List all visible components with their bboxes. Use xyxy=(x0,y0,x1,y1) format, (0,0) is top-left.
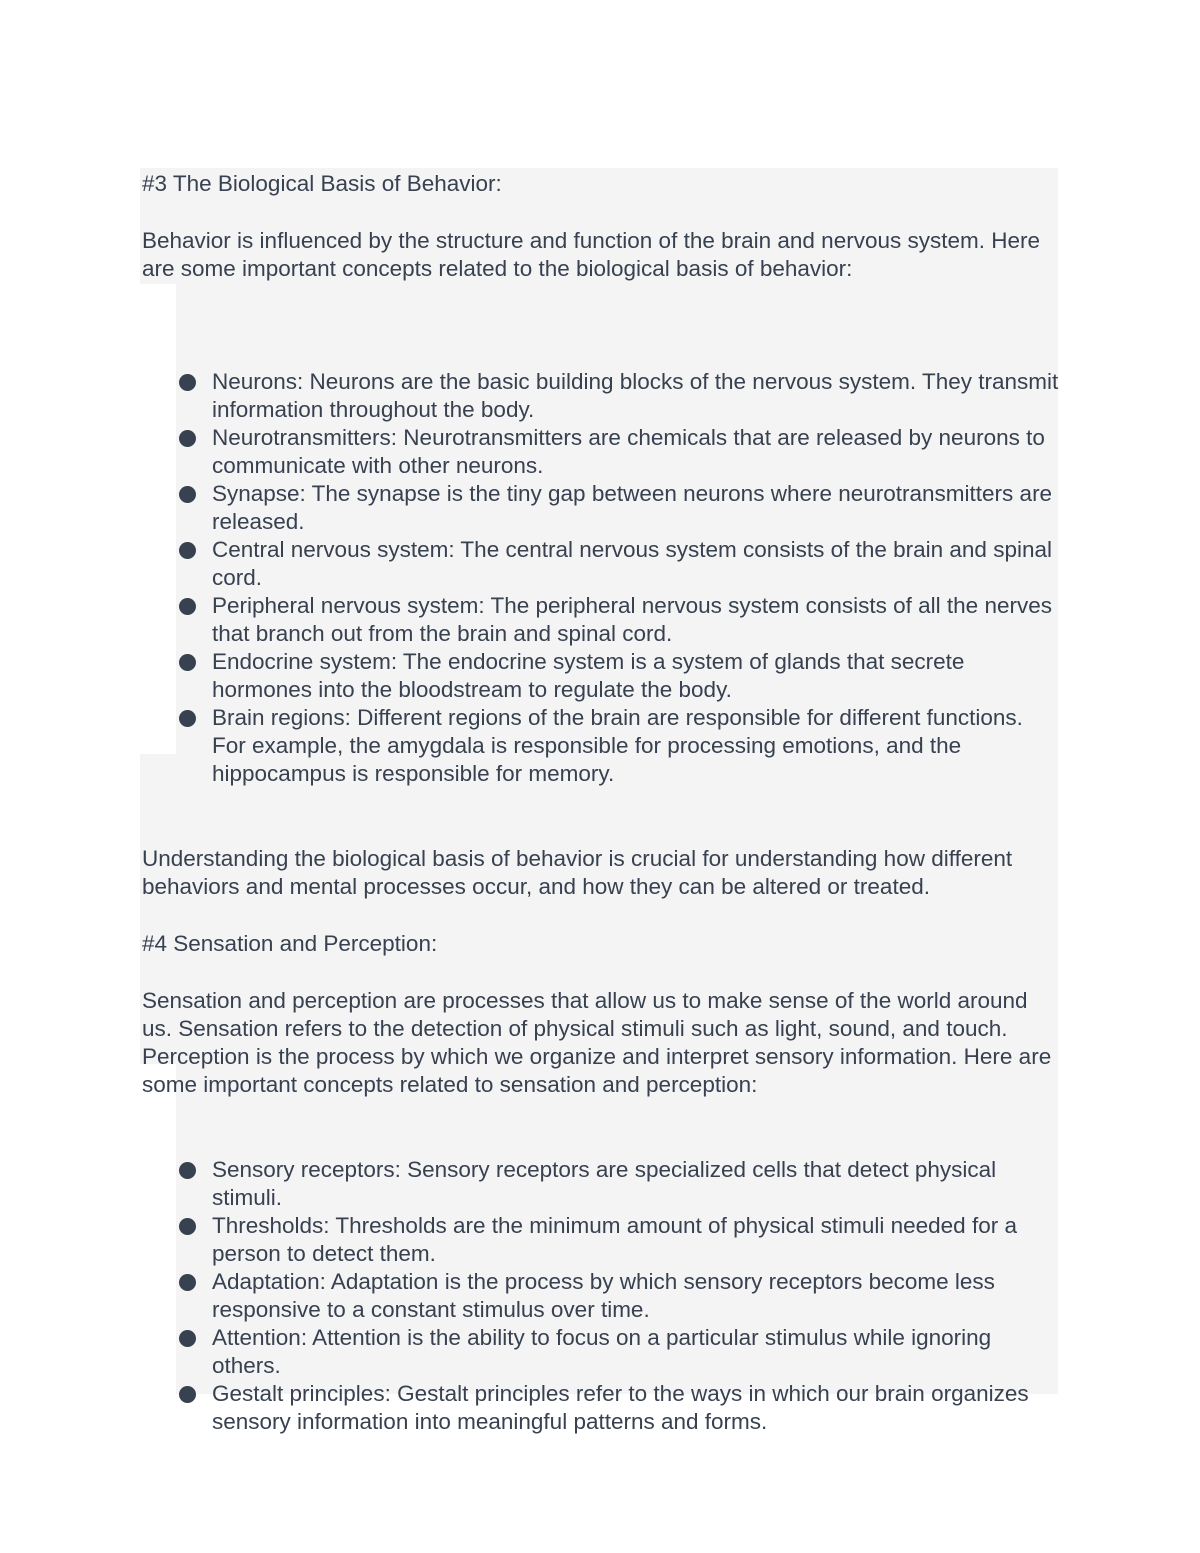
list-item xyxy=(142,536,1062,592)
bullet-icon xyxy=(179,1386,196,1403)
list-item-text: Gestalt principles: Gestalt principles refer to the ways in which our brain organizes sensory information into meaningful patterns and forms. xyxy=(212,1381,1029,1434)
bullet-icon xyxy=(179,1274,196,1291)
list-item-text: Neurotransmitters: Neurotransmitters are chemicals that are released by neurons to communicate with other neurons. xyxy=(212,425,1045,478)
list-item-text: Adaptation: Adaptation is the process by which sensory receptors become less responsive to a constant stimulus over time. xyxy=(212,1269,995,1322)
bullet-icon xyxy=(179,654,196,671)
list-item-text: Central nervous system: The central nervous system consists of the brain and spinal cord. xyxy=(212,537,1052,590)
bullet-icon xyxy=(179,1162,196,1179)
list-item-text: Neurons: Neurons are the basic building blocks of the nervous system. They transmit information throughout the body. xyxy=(212,369,1059,422)
list-item xyxy=(142,648,1062,704)
list-item xyxy=(142,368,1062,424)
section-conclusion: Understanding the biological basis of behavior is crucial for understanding how different behaviors and mental processes occur, and how they can be altered or treated. xyxy=(142,846,1013,899)
list-item xyxy=(142,480,1062,536)
list-item-text: Sensory receptors: Sensory receptors are specialized cells that detect physical stimuli. xyxy=(212,1157,997,1210)
list-item xyxy=(142,1268,1062,1324)
bullet-icon xyxy=(179,598,196,615)
list-item xyxy=(142,592,1062,648)
list-item xyxy=(142,1212,1062,1268)
list-item-text: Brain regions: Different regions of the brain are responsible for different functions. For example, the amygdala is responsible for processing emotions, and the hippocampus is responsible for memory. xyxy=(212,705,1023,786)
list-item xyxy=(142,424,1062,480)
section-heading: #4 Sensation and Perception: xyxy=(142,931,438,956)
bullet-icon xyxy=(179,374,196,391)
bullet-list xyxy=(142,368,1062,788)
section-heading: #3 The Biological Basis of Behavior: xyxy=(142,171,502,196)
bullet-list xyxy=(142,1156,1062,1436)
list-item-text: Peripheral nervous system: The peripheral nervous system consists of all the nerves that branch out from the brain and spinal cord. xyxy=(212,593,1052,646)
section-intro: Sensation and perception are processes that allow us to make sense of the world around us. Sensation refers to the detection of physical stimuli such as light, sound, and touch. Perception is the process by which we organize and interpret sensory information. Here are some important concepts related to sensation and perception: xyxy=(142,988,1052,1097)
list-item xyxy=(142,1380,1062,1436)
bullet-icon xyxy=(179,542,196,559)
bullet-icon xyxy=(179,1218,196,1235)
list-item-text: Endocrine system: The endocrine system is a system of glands that secrete hormones into the bloodstream to regulate the body. xyxy=(212,649,965,702)
list-item xyxy=(142,1156,1062,1212)
document-body xyxy=(142,170,1062,1436)
list-item-text: Thresholds: Thresholds are the minimum amount of physical stimuli needed for a person to detect them. xyxy=(212,1213,1017,1266)
bullet-icon xyxy=(179,486,196,503)
list-item xyxy=(142,704,1062,788)
bullet-icon xyxy=(179,1330,196,1347)
list-item xyxy=(142,1324,1062,1380)
list-item-text: Synapse: The synapse is the tiny gap between neurons where neurotransmitters are released. xyxy=(212,481,1053,534)
list-item-text: Attention: Attention is the ability to focus on a particular stimulus while ignoring others. xyxy=(212,1325,992,1378)
bullet-icon xyxy=(179,710,196,727)
section-intro: Behavior is influenced by the structure and function of the brain and nervous system. Here are some important concepts related to the biological basis of behavior: xyxy=(142,228,1041,281)
bullet-icon xyxy=(179,430,196,447)
